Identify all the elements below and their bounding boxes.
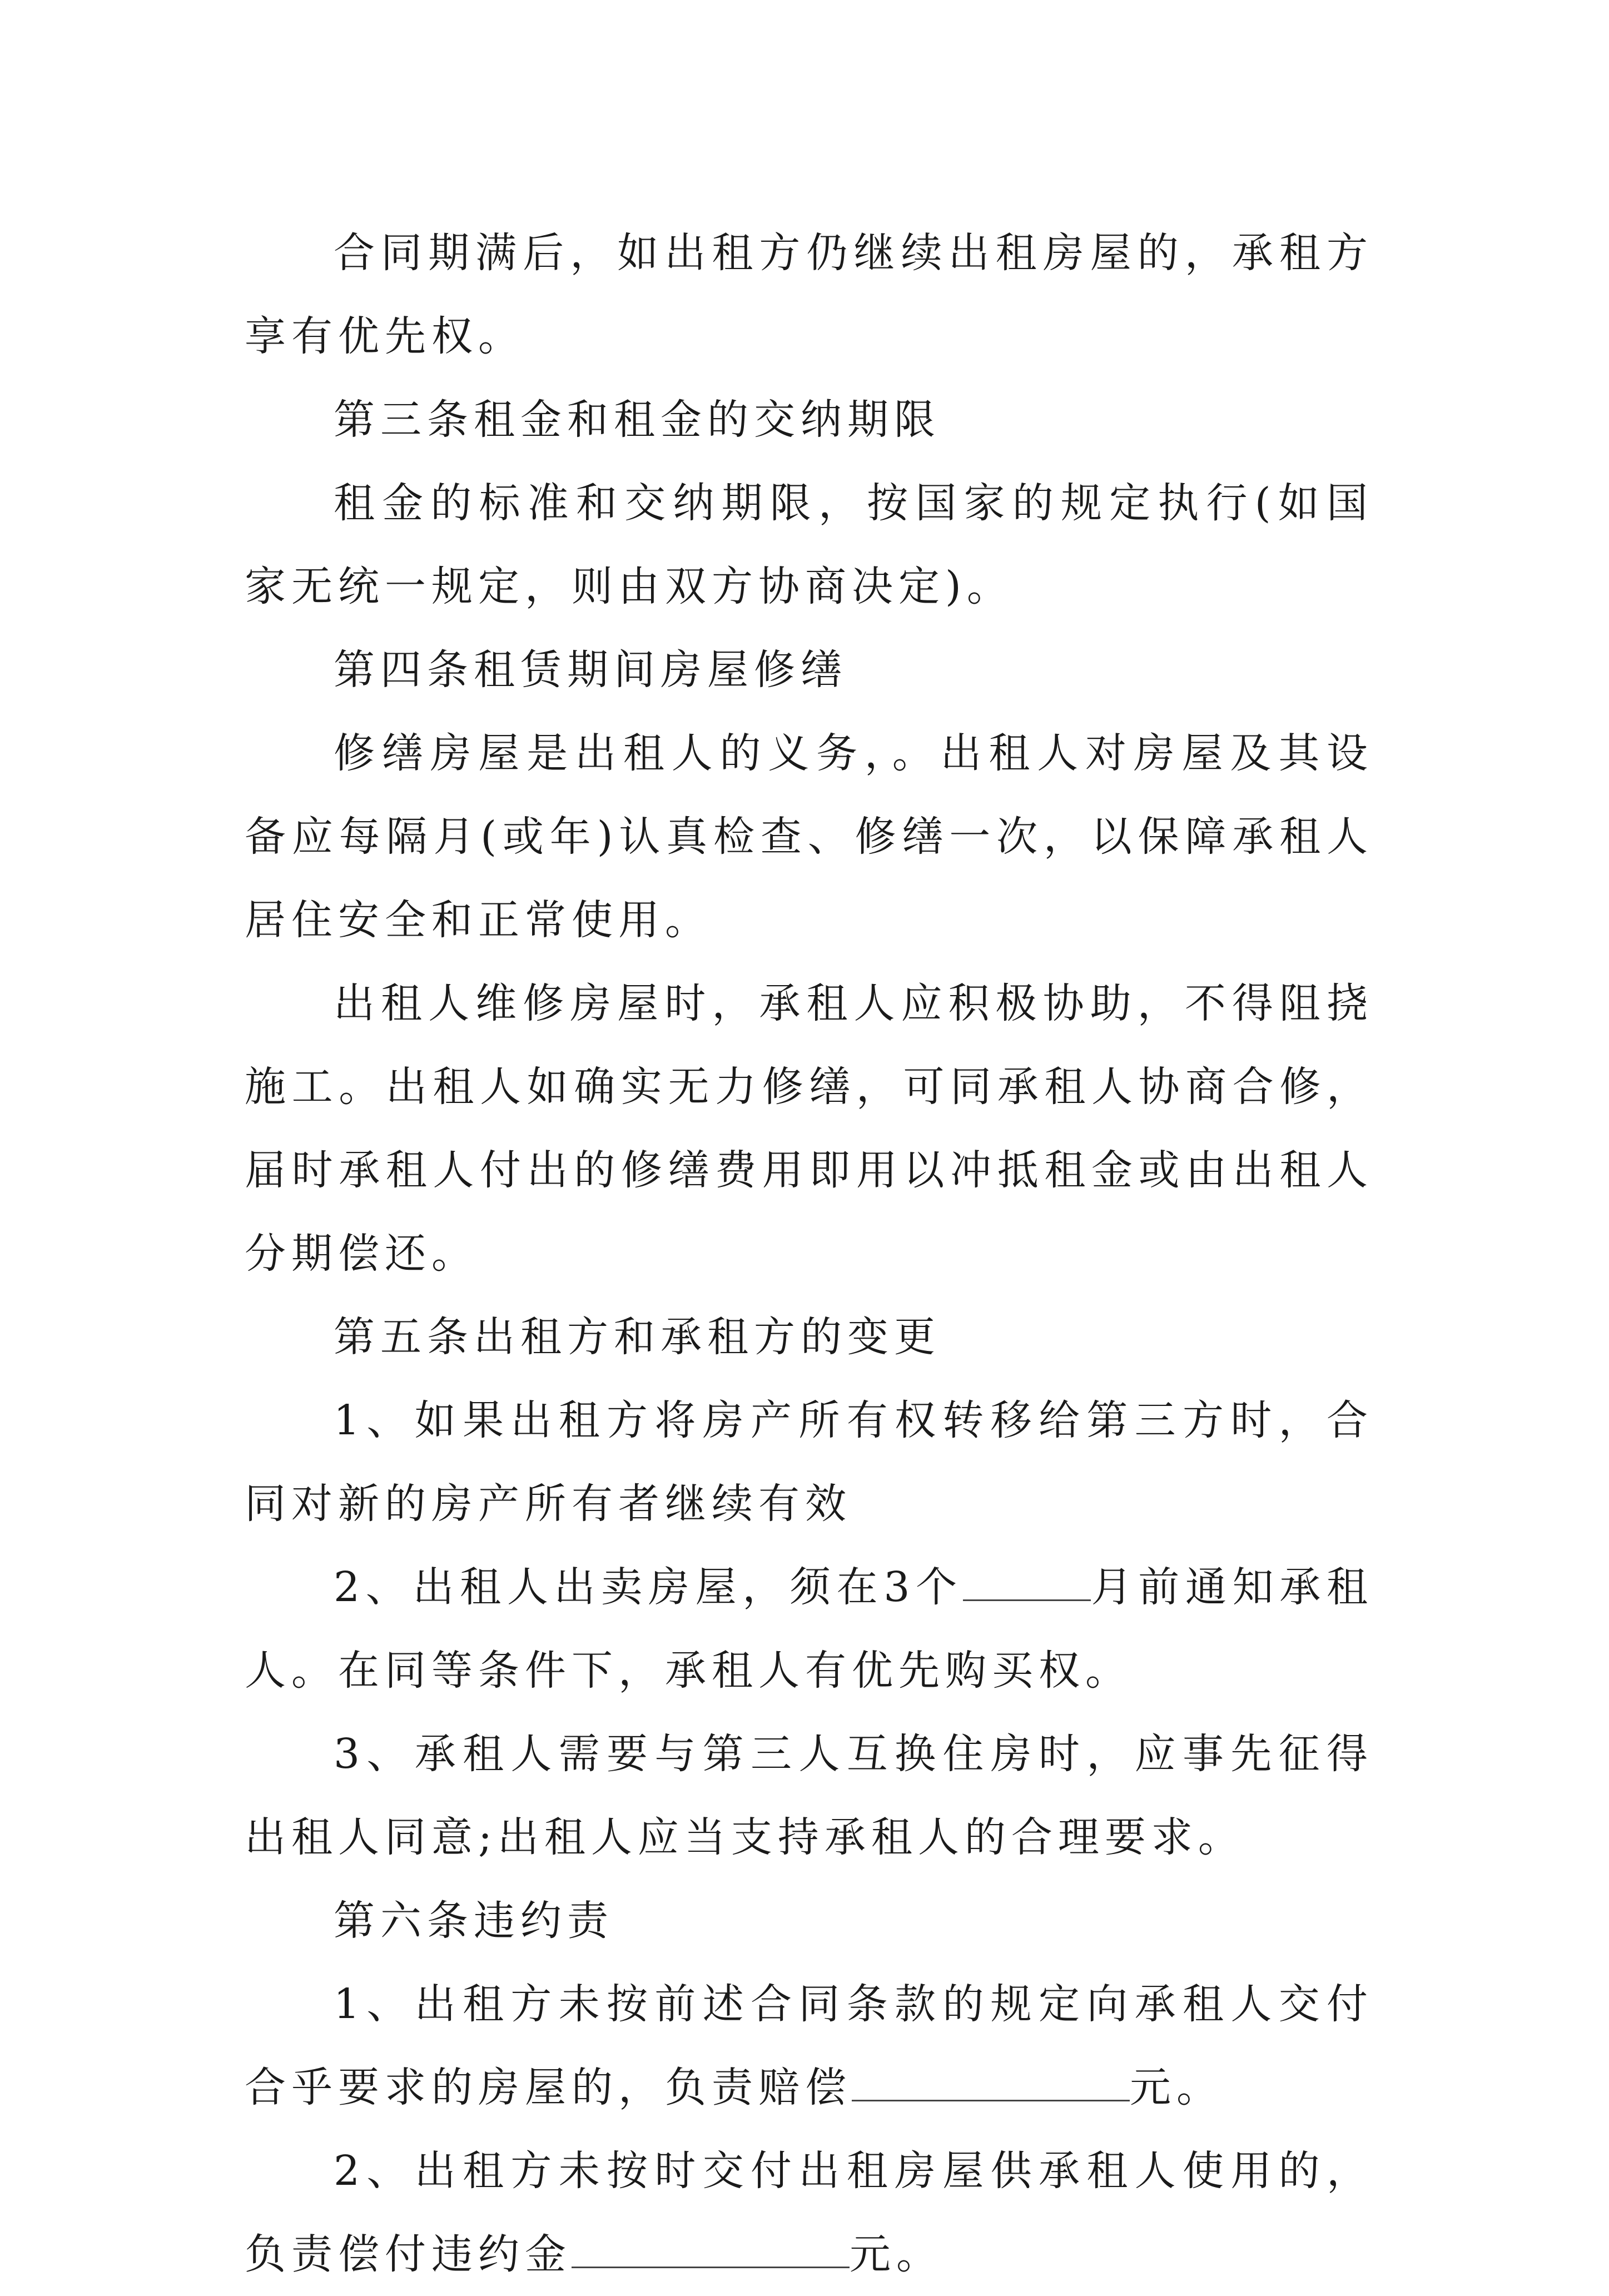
breach-1-amount-blank xyxy=(852,2061,1130,2101)
breach-1-text-end: 元。 xyxy=(1130,2064,1223,2111)
heading-article-3: 第三条租金和租金的交纳期限 xyxy=(334,396,941,444)
paragraph-ownership-transfer: 1、如果出租方将房产所有权转移给第三方时，合同对新的房产所有者继续有效 xyxy=(245,1397,1373,1528)
sale-notice-text-start: 2、出租人出卖房屋，须在3个 xyxy=(334,1563,963,1611)
breach-2-amount-blank xyxy=(572,2228,850,2268)
paragraph-repair-duty: 修缮房屋是出租人的义务，。出租人对房屋及其设备应每隔月(或年)认真检查、修缮一次，以保障承租人居住安全和正常使用。 xyxy=(245,729,1373,944)
paragraph-breach-1 xyxy=(245,1962,1373,2129)
paragraph-rent-terms: 租金的标准和交纳期限，按国家的规定执行(如国家无统一规定，则由双方协商决定)。 xyxy=(245,479,1373,610)
heading-article-6: 第六条违约责 xyxy=(334,1897,614,1945)
paragraph-breach-2 xyxy=(245,2129,1373,2296)
paragraph-renewal-priority: 合同期满后，如出租方仍继续出租房屋的，承租方享有优先权。 xyxy=(245,229,1373,360)
heading-article-4: 第四条租赁期间房屋修缮 xyxy=(334,646,847,694)
sale-notice-blank xyxy=(963,1561,1091,1601)
heading-article-5: 第五条出租方和承租方的变更 xyxy=(334,1313,941,1361)
breach-1-text-start: 1、出租方未按前述合同条款的规定向承租人交付合乎要求的房屋的，负责赔偿 xyxy=(245,1980,1373,2111)
paragraph-repair-cooperation: 出租人维修房屋时，承租人应积极协助，不得阻挠施工。出租人如确实无力修缮，可同承租人协商合修，届时承租人付出的修缮费用即用以冲抵租金或由出租人分期偿还。 xyxy=(245,980,1373,1278)
sale-notice-text-end: 月前通知承租人。在同等条件下，承租人有优先购买权。 xyxy=(245,1563,1373,1694)
breach-2-text-start: 2、出租方未按时交付出租房屋供承租人使用的，负责偿付违约金 xyxy=(245,2147,1373,2278)
breach-2-text-end: 元。 xyxy=(850,2230,943,2278)
paragraph-housing-exchange: 3、承租人需要与第三人互换住房时，应事先征得出租人同意;出租人应当支持承租人的合理要求。 xyxy=(245,1730,1373,1861)
paragraph-sale-notice xyxy=(245,1545,1373,1712)
document-body xyxy=(245,211,1373,2296)
